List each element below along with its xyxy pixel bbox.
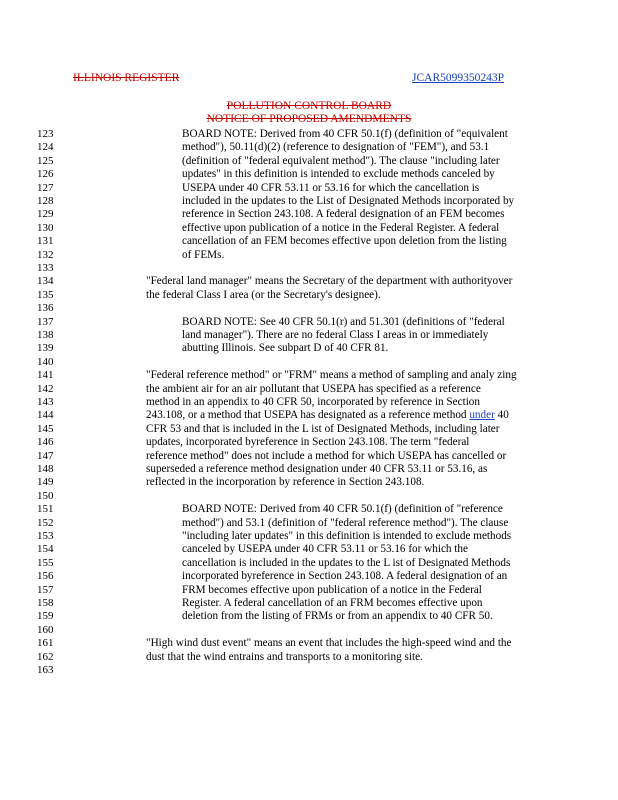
text-line: canceled by USEPA under 40 CFR 53.11 or 53.16 for which the xyxy=(182,543,468,556)
line-number: 127 xyxy=(37,181,54,194)
text-line: reference in Section 243.108. A federal designation of an FEM becomes xyxy=(182,208,505,221)
text-line: "High wind dust event" means an event that includes the high-speed wind and the xyxy=(146,637,512,650)
text-line: USEPA under 40 CFR 53.11 or 53.16 for which the cancellation is xyxy=(182,181,480,194)
line-number: 134 xyxy=(37,275,54,288)
text-line: cancellation is included in the updates to the L ist of Designated Methods xyxy=(182,556,511,569)
line-number: 124 xyxy=(37,141,54,154)
line-number: 139 xyxy=(37,342,54,355)
line-number: 135 xyxy=(37,288,54,301)
text-line: of FEMs. xyxy=(182,248,225,261)
line-number: 157 xyxy=(37,583,54,596)
text-line: updates, incorporated byreference in Section 243.108. The term "federal xyxy=(146,436,470,449)
line-number: 136 xyxy=(37,302,54,315)
line-number: 152 xyxy=(37,516,54,529)
text-line: included in the updates to the List of Designated Methods incorporated by xyxy=(182,195,515,207)
text-line: abutting Illinois. See subpart D of 40 CFR 81. xyxy=(182,342,389,355)
text-line: Register. A federal cancellation of an FRM becomes effective upon xyxy=(182,597,483,609)
line-number: 159 xyxy=(37,610,54,623)
line-number: 162 xyxy=(37,650,54,663)
text-line: the ambient air for an air pollutant that USEPA has specified as a reference xyxy=(146,382,481,395)
text-line: cancellation of an FEM becomes effective upon deletion from the listing xyxy=(182,235,507,248)
line-number: 143 xyxy=(37,396,54,408)
line-number: 126 xyxy=(37,168,54,181)
text-line: "including later updates" in this definition is intended to exclude methods xyxy=(182,530,512,542)
line-number: 144 xyxy=(37,409,54,422)
notice-title: NOTICE OF PROPOSED AMENDMENTS xyxy=(206,113,412,125)
text-line: effective upon publication of a notice in the Federal Register. A federal xyxy=(182,221,500,234)
text-line: method") and 53.1 (definition of "federal reference method"). The clause xyxy=(182,516,509,529)
line-number: 140 xyxy=(37,355,54,368)
line-number: 145 xyxy=(37,422,54,435)
line-number: 138 xyxy=(37,329,54,341)
line-number: 133 xyxy=(37,262,54,274)
text-line: CFR 53 and that is included in the L ist of Designated Methods, including later xyxy=(146,422,500,435)
line-number: 142 xyxy=(37,382,54,395)
line-number: 137 xyxy=(37,315,54,328)
text-line: reflected in the incorporation by reference in Section 243.108. xyxy=(146,476,425,489)
line-number: 123 xyxy=(37,128,54,140)
line-number: 125 xyxy=(37,154,54,167)
text-line: dust that the wind entrains and transports to a monitoring site. xyxy=(146,650,423,663)
line-number: 129 xyxy=(37,208,54,221)
line-number: 153 xyxy=(37,530,54,542)
text-line: superseded a reference method designation under 40 CFR 53.11 or 53.16, as xyxy=(146,463,488,475)
line-number: 156 xyxy=(37,570,54,583)
line-number: 155 xyxy=(37,556,54,569)
register-title: ILLINOIS REGISTER xyxy=(73,72,180,84)
line-number: 128 xyxy=(37,195,54,207)
line-number: 150 xyxy=(37,489,54,502)
line-number: 151 xyxy=(37,503,54,516)
line-number: 146 xyxy=(37,436,54,449)
text-line: "Federal reference method" or "FRM" means a method of sampling and analy zing xyxy=(146,369,517,382)
text-line: FRM becomes effective upon publication of a notice in the Federal xyxy=(182,583,482,596)
jcar-code-link[interactable]: JCAR5099350243P xyxy=(412,72,505,84)
text-line: BOARD NOTE: Derived from 40 CFR 50.1(f) (definition of "reference xyxy=(182,503,503,516)
text-line: "Federal land manager" means the Secretary of the department with authorityover xyxy=(146,275,513,288)
text-line: reference method" does not include a method for which USEPA has cancelled or xyxy=(146,449,507,462)
text-line: BOARD NOTE: Derived from 40 CFR 50.1(f) (definition of "equivalent xyxy=(182,128,508,140)
line-number: 149 xyxy=(37,476,54,489)
line-number: 131 xyxy=(37,235,54,248)
agency-title: POLLUTION CONTROL BOARD xyxy=(226,100,392,112)
text-line: deletion from the listing of FRMs or from an appendix to 40 CFR 50. xyxy=(182,610,493,623)
line-number: 148 xyxy=(37,463,54,475)
inserted-text-link: under xyxy=(469,409,495,422)
line-number: 163 xyxy=(37,664,54,676)
line-number: 130 xyxy=(37,221,54,234)
line-number: 132 xyxy=(37,248,54,261)
text-line: updates" in this definition is intended to exclude methods canceled by xyxy=(182,168,495,181)
text-line: (definition of "federal equivalent method"). The clause "including later xyxy=(182,154,500,167)
text-line: the federal Class I area (or the Secretary's designee). xyxy=(146,288,381,301)
text-line: BOARD NOTE: See 40 CFR 50.1(r) and 51.301 (definitions of "federal xyxy=(182,315,505,328)
line-number: 154 xyxy=(37,543,54,556)
text-line: method in an appendix to 40 CFR 50, incorporated by reference in Section xyxy=(146,396,480,408)
text-line: 243.108, or a method that USEPA has designated as a reference method under 40 xyxy=(146,409,509,422)
text-line: method"), 50.11(d)(2) (reference to designation of "FEM"), and 53.1 xyxy=(182,141,490,154)
text-line: land manager"). There are no federal Class I areas in or immediately xyxy=(182,329,489,341)
line-number: 158 xyxy=(37,597,54,609)
line-number: 161 xyxy=(37,637,54,650)
line-number: 160 xyxy=(37,623,54,636)
line-number: 141 xyxy=(37,369,54,382)
line-number: 147 xyxy=(37,449,54,462)
text-line: incorporated byreference in Section 243.108. A federal designation of an xyxy=(182,570,508,583)
